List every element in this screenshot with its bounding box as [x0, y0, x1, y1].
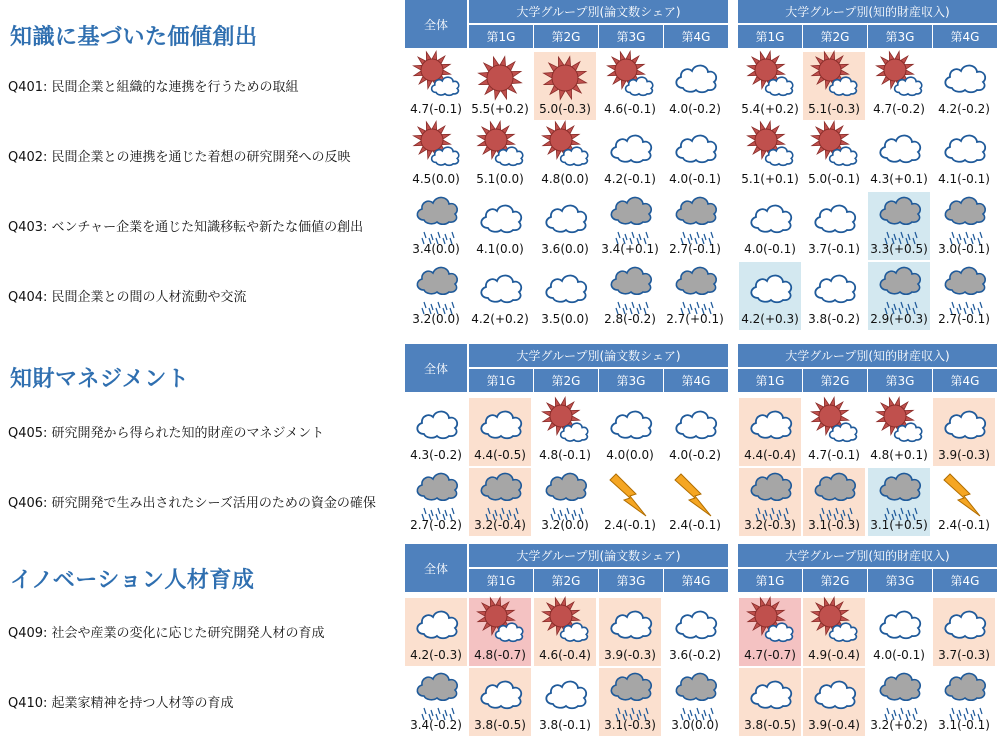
header-sub-2g: 第2G: [803, 369, 867, 392]
rating-value: 4.6(-0.1): [604, 102, 656, 116]
rain-icon: [412, 470, 460, 518]
rating-value: 3.8(-0.1): [539, 718, 591, 732]
rating-cell: [933, 192, 995, 260]
rating-cell: [803, 122, 865, 190]
sun-icon: [476, 54, 524, 102]
rating-cell: [534, 668, 596, 736]
question-label: Q404: 民間企業との間の人材流動や交流: [8, 290, 247, 305]
rating-cell: [405, 52, 467, 120]
cloud-icon: [671, 600, 719, 648]
rain-icon: [671, 264, 719, 312]
sun-cloud-icon: [412, 124, 460, 172]
header-sub-4g: 第4G: [664, 369, 728, 392]
rating-cell: [933, 598, 995, 666]
rating-value: 2.7(-0.1): [669, 242, 721, 256]
cloud-icon: [671, 400, 719, 448]
cloud-icon: [476, 400, 524, 448]
rating-value: 3.6(0.0): [541, 242, 589, 256]
rating-value: 3.4(+0.1): [601, 242, 659, 256]
rating-cell: [664, 668, 726, 736]
rating-cell: [739, 598, 801, 666]
rating-value: 4.0(-0.1): [669, 172, 721, 186]
rain-icon: [606, 264, 654, 312]
cloud-icon: [476, 194, 524, 242]
sun-icon: [541, 54, 589, 102]
sun-cloud-icon: [412, 54, 460, 102]
cloud-icon: [412, 600, 460, 648]
rating-value: 2.4(-0.1): [604, 518, 656, 532]
rating-cell: [534, 52, 596, 120]
sun-cloud-icon: [541, 400, 589, 448]
rain-icon: [541, 470, 589, 518]
rain-icon: [940, 194, 988, 242]
rating-value: 3.8(-0.5): [744, 718, 796, 732]
rating-cell: [469, 122, 531, 190]
rating-value: 2.7(+0.1): [666, 312, 724, 326]
rating-cell: [534, 598, 596, 666]
rating-value: 3.2(-0.3): [744, 518, 796, 532]
sun-cloud-icon: [810, 124, 858, 172]
rating-value: 3.2(0.0): [541, 518, 589, 532]
header-sub-3g: 第3G: [868, 569, 932, 592]
sun-cloud-icon: [541, 600, 589, 648]
cloud-icon: [875, 600, 923, 648]
rain-icon: [606, 670, 654, 718]
rating-value: 2.4(-0.1): [669, 518, 721, 532]
rating-value: 3.1(-0.3): [808, 518, 860, 532]
rating-value: 2.7(-0.2): [410, 518, 462, 532]
header-sub-4g: 第4G: [664, 25, 728, 48]
rating-cell: [664, 468, 726, 536]
rating-value: 5.1(+0.1): [741, 172, 799, 186]
rating-value: 3.7(-0.1): [808, 242, 860, 256]
rating-value: 4.4(-0.5): [474, 448, 526, 462]
rating-cell: [599, 122, 661, 190]
rating-value: 4.2(-0.1): [604, 172, 656, 186]
rating-cell: [534, 192, 596, 260]
rating-value: 3.9(-0.3): [604, 648, 656, 662]
rating-cell: [803, 262, 865, 330]
rain-icon: [476, 470, 524, 518]
cloud-icon: [541, 264, 589, 312]
thunder-icon: [606, 470, 654, 518]
header-overall: 全体: [405, 0, 467, 48]
rating-cell: [534, 122, 596, 190]
rating-value: 3.0(0.0): [671, 718, 719, 732]
rain-icon: [875, 194, 923, 242]
rating-value: 3.4(0.0): [412, 242, 460, 256]
rating-value: 3.8(-0.5): [474, 718, 526, 732]
cloud-icon: [810, 194, 858, 242]
rain-icon: [671, 670, 719, 718]
rating-value: 4.3(-0.2): [410, 448, 462, 462]
rating-cell: [599, 398, 661, 466]
cloud-icon: [541, 194, 589, 242]
rating-value: 5.5(+0.2): [471, 102, 529, 116]
sun-cloud-icon: [875, 54, 923, 102]
rating-cell: [534, 468, 596, 536]
rain-icon: [412, 670, 460, 718]
sun-cloud-icon: [476, 600, 524, 648]
cloud-icon: [746, 670, 794, 718]
header-sub-2g: 第2G: [534, 569, 598, 592]
section-title: イノベーション人材育成: [10, 568, 255, 593]
rating-cell: [739, 122, 801, 190]
rating-cell: [469, 52, 531, 120]
rating-cell: [469, 262, 531, 330]
rating-cell: [868, 192, 930, 260]
rating-value: 3.2(-0.4): [474, 518, 526, 532]
rating-cell: [534, 262, 596, 330]
header-sub-3g: 第3G: [868, 369, 932, 392]
header-sub-3g: 第3G: [599, 569, 663, 592]
rating-value: 4.1(0.0): [476, 242, 524, 256]
rating-value: 4.2(+0.3): [741, 312, 799, 326]
rain-icon: [875, 470, 923, 518]
rating-value: 4.5(0.0): [412, 172, 460, 186]
sun-cloud-icon: [746, 124, 794, 172]
sun-cloud-icon: [810, 600, 858, 648]
rating-value: 4.8(+0.1): [870, 448, 928, 462]
rating-value: 3.1(+0.5): [870, 518, 928, 532]
rating-cell: [803, 598, 865, 666]
rating-cell: [405, 262, 467, 330]
rain-icon: [606, 194, 654, 242]
header-sub-2g: 第2G: [803, 25, 867, 48]
cloud-icon: [810, 264, 858, 312]
cloud-icon: [810, 670, 858, 718]
cloud-icon: [940, 54, 988, 102]
rating-cell: [803, 468, 865, 536]
cloud-icon: [476, 670, 524, 718]
rating-cell: [868, 668, 930, 736]
cloud-icon: [412, 400, 460, 448]
rating-value: 3.1(-0.3): [604, 718, 656, 732]
header-group-papers: 大学グループ別(論文数シェア): [469, 344, 728, 367]
question-label: Q406: 研究開発で生み出されたシーズ活用のための資金の確保: [8, 496, 376, 511]
rating-value: 3.9(-0.4): [808, 718, 860, 732]
rating-cell: [405, 468, 467, 536]
rating-value: 4.1(-0.1): [938, 172, 990, 186]
rating-cell: [933, 468, 995, 536]
rating-cell: [405, 598, 467, 666]
header-sub-4g: 第4G: [933, 369, 997, 392]
rating-value: 4.0(-0.2): [669, 102, 721, 116]
header-sub-1g: 第1G: [738, 569, 802, 592]
rating-cell: [664, 52, 726, 120]
sun-cloud-icon: [606, 54, 654, 102]
rating-value: 5.0(-0.1): [808, 172, 860, 186]
header-sub-1g: 第1G: [469, 25, 533, 48]
header-sub-4g: 第4G: [933, 569, 997, 592]
header-group-ip: 大学グループ別(知的財産収入): [738, 544, 997, 567]
header-sub-3g: 第3G: [868, 25, 932, 48]
rating-value: 5.1(-0.3): [808, 102, 860, 116]
cloud-icon: [746, 264, 794, 312]
cloud-icon: [746, 400, 794, 448]
rating-value: 4.2(+0.2): [471, 312, 529, 326]
rain-icon: [412, 264, 460, 312]
header-sub-2g: 第2G: [534, 369, 598, 392]
rain-icon: [875, 670, 923, 718]
rating-value: 3.0(-0.1): [938, 242, 990, 256]
header-sub-3g: 第3G: [599, 369, 663, 392]
rating-cell: [739, 668, 801, 736]
cloud-icon: [606, 600, 654, 648]
rating-value: 5.0(-0.3): [539, 102, 591, 116]
section-title: 知識に基づいた価値創出: [10, 25, 258, 50]
rating-value: 3.8(-0.2): [808, 312, 860, 326]
rating-cell: [599, 668, 661, 736]
rating-value: 4.7(-0.1): [410, 102, 462, 116]
question-label: Q405: 研究開発から得られた知的財産のマネジメント: [8, 426, 325, 441]
rating-cell: [868, 122, 930, 190]
rating-cell: [739, 192, 801, 260]
header-overall: 全体: [405, 544, 467, 592]
section-title: 知財マネジメント: [10, 367, 190, 392]
rain-icon: [810, 470, 858, 518]
question-label: Q401: 民間企業と組織的な連携を行うための取組: [8, 80, 299, 95]
rating-cell: [405, 122, 467, 190]
cloud-icon: [940, 600, 988, 648]
rating-value: 3.2(0.0): [412, 312, 460, 326]
rating-cell: [933, 668, 995, 736]
rating-cell: [469, 398, 531, 466]
sun-cloud-icon: [476, 124, 524, 172]
rain-icon: [875, 264, 923, 312]
rating-value: 3.1(-0.1): [938, 718, 990, 732]
sun-cloud-icon: [746, 600, 794, 648]
header-sub-1g: 第1G: [738, 25, 802, 48]
header-group-papers: 大学グループ別(論文数シェア): [469, 544, 728, 567]
sun-cloud-icon: [810, 400, 858, 448]
sun-cloud-icon: [541, 124, 589, 172]
sun-cloud-icon: [810, 54, 858, 102]
rating-cell: [803, 192, 865, 260]
rating-value: 4.8(0.0): [541, 172, 589, 186]
rating-cell: [803, 52, 865, 120]
header-group-papers: 大学グループ別(論文数シェア): [469, 0, 728, 23]
rating-value: 3.3(+0.5): [870, 242, 928, 256]
rating-cell: [868, 468, 930, 536]
rain-icon: [746, 470, 794, 518]
rating-cell: [599, 192, 661, 260]
question-label: Q409: 社会や産業の変化に応じた研究開発人材の育成: [8, 626, 325, 641]
rating-cell: [469, 468, 531, 536]
cloud-icon: [940, 124, 988, 172]
rating-value: 5.1(0.0): [476, 172, 524, 186]
rating-cell: [469, 192, 531, 260]
rating-cell: [739, 398, 801, 466]
rating-value: 2.8(-0.2): [604, 312, 656, 326]
rating-value: 2.7(-0.1): [938, 312, 990, 326]
cloud-icon: [875, 124, 923, 172]
rating-cell: [534, 398, 596, 466]
rating-value: 4.0(-0.1): [873, 648, 925, 662]
rating-cell: [469, 598, 531, 666]
rating-value: 4.6(-0.4): [539, 648, 591, 662]
rating-value: 3.6(-0.2): [669, 648, 721, 662]
rating-cell: [933, 262, 995, 330]
rating-value: 4.0(0.0): [606, 448, 654, 462]
cloud-icon: [476, 264, 524, 312]
rain-icon: [412, 194, 460, 242]
header-sub-1g: 第1G: [469, 369, 533, 392]
rating-value: 3.2(+0.2): [870, 718, 928, 732]
rating-cell: [739, 468, 801, 536]
rating-cell: [933, 398, 995, 466]
cloud-icon: [671, 54, 719, 102]
rating-value: 3.7(-0.3): [938, 648, 990, 662]
rating-cell: [405, 668, 467, 736]
rating-value: 4.2(-0.3): [410, 648, 462, 662]
rating-cell: [933, 122, 995, 190]
header-sub-2g: 第2G: [534, 25, 598, 48]
question-label: Q403: ベンチャー企業を通じた知識移転や新たな価値の創出: [8, 220, 364, 235]
rating-cell: [599, 52, 661, 120]
header-sub-1g: 第1G: [738, 369, 802, 392]
cloud-icon: [606, 400, 654, 448]
rating-value: 4.3(+0.1): [870, 172, 928, 186]
thunder-icon: [671, 470, 719, 518]
question-label: Q410: 起業家精神を持つ人材等の育成: [8, 696, 234, 711]
rating-value: 4.7(-0.7): [744, 648, 796, 662]
rating-cell: [664, 262, 726, 330]
rain-icon: [940, 264, 988, 312]
rating-value: 4.7(-0.2): [873, 102, 925, 116]
header-sub-3g: 第3G: [599, 25, 663, 48]
rating-cell: [405, 398, 467, 466]
rating-value: 3.4(-0.2): [410, 718, 462, 732]
header-sub-4g: 第4G: [664, 569, 728, 592]
rating-value: 2.4(-0.1): [938, 518, 990, 532]
header-overall: 全体: [405, 344, 467, 392]
rating-cell: [599, 262, 661, 330]
rating-value: 4.0(-0.1): [744, 242, 796, 256]
rating-cell: [868, 598, 930, 666]
rating-value: 3.9(-0.3): [938, 448, 990, 462]
rating-value: 4.2(-0.2): [938, 102, 990, 116]
thunder-icon: [940, 470, 988, 518]
rating-value: 3.5(0.0): [541, 312, 589, 326]
rating-cell: [664, 598, 726, 666]
header-sub-2g: 第2G: [803, 569, 867, 592]
sun-cloud-icon: [875, 400, 923, 448]
cloud-icon: [746, 194, 794, 242]
rating-value: 4.7(-0.1): [808, 448, 860, 462]
rating-value: 4.0(-0.2): [669, 448, 721, 462]
rating-cell: [599, 598, 661, 666]
rating-value: 4.8(-0.1): [539, 448, 591, 462]
cloud-icon: [541, 670, 589, 718]
rating-value: 4.4(-0.4): [744, 448, 796, 462]
header-group-ip: 大学グループ別(知的財産収入): [738, 344, 997, 367]
cloud-icon: [940, 400, 988, 448]
question-label: Q402: 民間企業との連携を通じた着想の研究開発への反映: [8, 150, 351, 165]
rating-cell: [933, 52, 995, 120]
rain-icon: [940, 670, 988, 718]
rating-cell: [803, 668, 865, 736]
rating-cell: [739, 52, 801, 120]
rating-value: 5.4(+0.2): [741, 102, 799, 116]
rating-value: 2.9(+0.3): [870, 312, 928, 326]
rating-cell: [803, 398, 865, 466]
rain-icon: [671, 194, 719, 242]
rating-cell: [664, 192, 726, 260]
rating-cell: [664, 398, 726, 466]
rating-cell: [405, 192, 467, 260]
header-group-ip: 大学グループ別(知的財産収入): [738, 0, 997, 23]
rating-value: 4.8(-0.7): [474, 648, 526, 662]
rating-cell: [469, 668, 531, 736]
rating-cell: [599, 468, 661, 536]
rating-cell: [868, 52, 930, 120]
header-sub-1g: 第1G: [469, 569, 533, 592]
header-sub-4g: 第4G: [933, 25, 997, 48]
rating-cell: [739, 262, 801, 330]
rating-cell: [868, 398, 930, 466]
cloud-icon: [606, 124, 654, 172]
sun-cloud-icon: [746, 54, 794, 102]
rating-cell: [664, 122, 726, 190]
rating-value: 4.9(-0.4): [808, 648, 860, 662]
rating-cell: [868, 262, 930, 330]
cloud-icon: [671, 124, 719, 172]
